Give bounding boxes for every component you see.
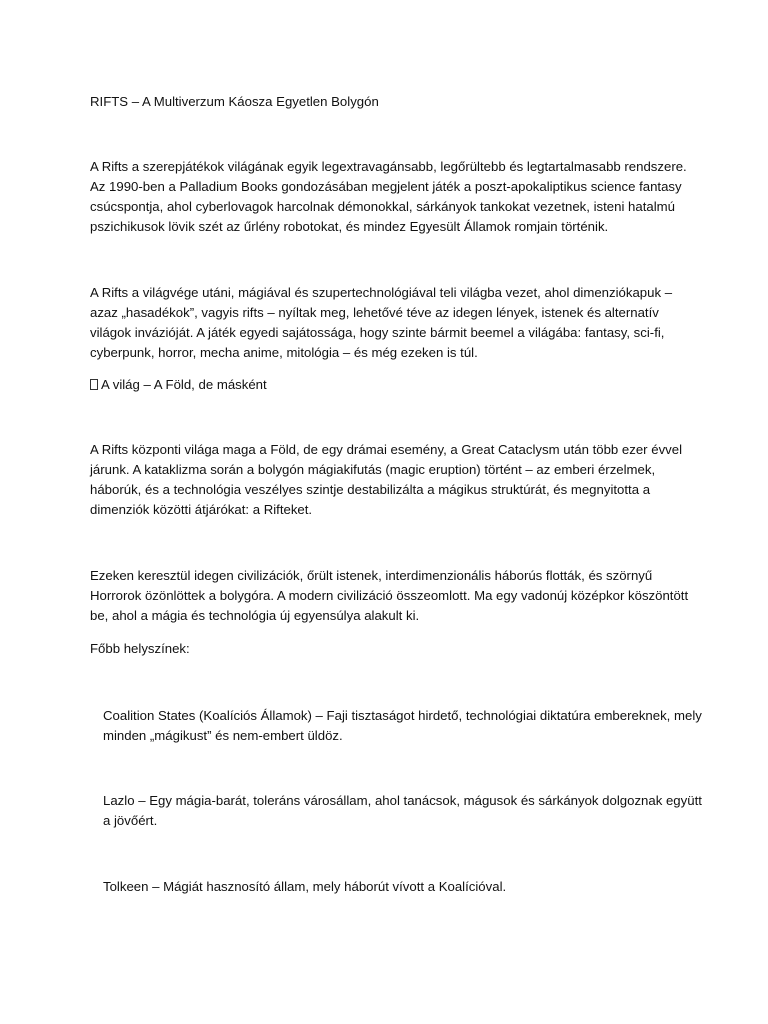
world-history-paragraph: A Rifts központi világa maga a Föld, de egy drámai esemény, a Great Cataclysm után több ezer évvel járunk. A kataklizma során a bolygón mágiakifutás (magic eruption) történt – az emberi érzelmek, háborúk, és a technológia veszélyes szintje destabilizálta a mágikus struktúrát, és megnyitotta a dimenziók közötti átjárókat: a Rifteket. — [90, 442, 683, 517]
locations-heading: Főbb helyszínek: — [90, 641, 190, 656]
intro-paragraph: A Rifts a szerepjátékok világának egyik legextravagánsabb, legőrültebb és legtartalmasabb rendszere. Az 1990-ben a Palladium Books gondozásában megjelent játék a poszt-apokaliptikus science fantasy csúcspontja, ahol cyberlovagok harcolnak démonokkal, sárkányok tankokat vezetnek, isteni hatalmú pszichikusok lövik szét az űrlény robotokat, és mindez Egyesült Államok romjain történik. — [90, 159, 687, 234]
location-item-lazlo: Lazlo – Egy mágia-barát, toleráns városállam, ahol tanácsok, mágusok és sárkányok dolgoznak együtt a jövőért. — [103, 793, 702, 828]
location-item-coalition-states: Coalition States (Koalíciós Államok) – Faji tisztaságot hirdető, technológiai diktatúra embereknek, mely minden „mágikust” és nem-embert üldöz. — [103, 708, 702, 743]
section-heading — [90, 375, 690, 395]
civilization-paragraph: Ezeken keresztül idegen civilizációk, őrült istenek, interdimenzionális háborús flották, és szörnyű Horrorok özönlöttek a bolygóra. A modern civilizáció összeomlott. Ma egy vadonúj középkor köszöntött be, ahol a mágia és technológia új egyensúlya alakult ki. — [90, 568, 689, 623]
world-overview-paragraph: A Rifts a világvége utáni, mágiával és szupertechnológiával teli világba vezet, ahol dimenziókapuk – azaz „hasadékok”, vagyis rifts – nyíltak meg, lehetővé téve az idegen lények, istenek és alternatív világok invázióját. A játék egyedi sajátossága, hogy szinte bármit beemel a világába: fantasy, sci-fi, cyberpunk, horror, mecha anime, mitológia – és még ezeken is túl. — [90, 285, 673, 360]
location-item-tolkeen: Tolkeen – Mágiát hasznosító állam, mely háborút vívott a Koalícióval. — [103, 879, 507, 894]
section-heading-text: A világ – A Föld, de másként — [101, 377, 267, 392]
document-title: RIFTS – A Multiverzum Káosza Egyetlen Bolygón — [90, 94, 379, 109]
missing-glyph-box-icon — [90, 379, 98, 390]
